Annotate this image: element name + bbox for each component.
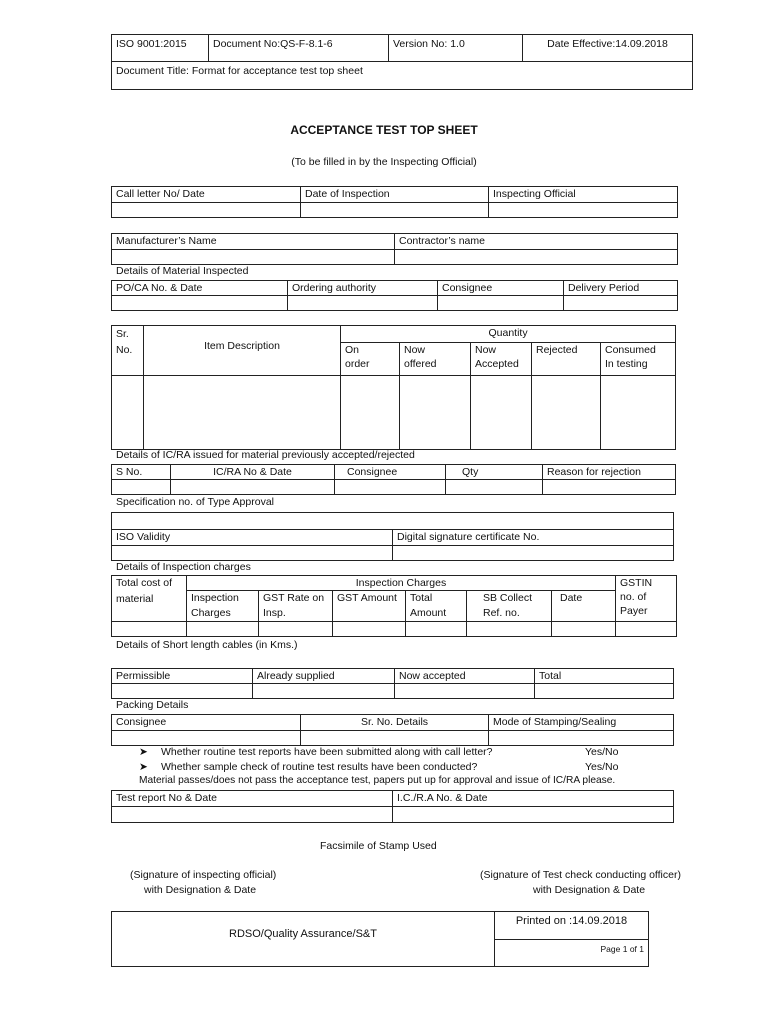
signature-test-designation: with Designation & Date <box>533 884 646 896</box>
now-offered-line2: offered <box>404 358 437 370</box>
short-length-label: Details of Short length cables (in Kms.) <box>116 639 298 651</box>
gstin-header <box>616 576 677 622</box>
total-cost-line1: Total cost of <box>116 577 173 589</box>
on-order-field[interactable] <box>341 376 400 450</box>
test-report-field[interactable] <box>112 807 393 823</box>
pass-statement: Material passes/does not pass the acceptance test, papers put up for approval and issue of IC/RA please. <box>139 775 616 786</box>
total-amount-line1: Total <box>410 592 433 604</box>
now-accepted-cable-field[interactable] <box>395 684 535 699</box>
document-number: Document No:QS-F-8.1-6 <box>209 35 389 62</box>
consumed-line2: In testing <box>605 358 648 370</box>
sb-collect-line2: Ref. no. <box>483 607 520 619</box>
total-amount-line2: Amount <box>410 607 447 619</box>
permissible-header: Permissible <box>112 669 253 684</box>
now-offered-field[interactable] <box>400 376 471 450</box>
icra-qty-field[interactable] <box>446 480 543 495</box>
packing-table <box>111 714 674 746</box>
total-amount-field[interactable] <box>406 622 467 637</box>
arrow-bullet-icon: ➤ <box>139 761 148 773</box>
consumed-header <box>601 343 676 376</box>
document-header-table <box>111 34 693 90</box>
iso-validity-field[interactable] <box>112 546 393 561</box>
insp-charges-header <box>187 591 259 622</box>
rejected-header: Rejected <box>532 343 601 376</box>
date-header: Date <box>552 591 616 622</box>
iso-standard: ISO 9001:2015 <box>112 35 209 62</box>
gstin-line2: no. of <box>620 591 647 603</box>
consumed-field[interactable] <box>601 376 676 450</box>
stamping-mode-header: Mode of Stamping/Sealing <box>489 715 674 731</box>
serial-details-header: Sr. No. Details <box>301 715 489 731</box>
digital-signature-header: Digital signature certificate No. <box>393 530 674 546</box>
specification-table <box>111 512 674 561</box>
item-description-field[interactable] <box>144 376 341 450</box>
test-report-header: Test report No & Date <box>112 791 393 807</box>
routine-test-answer[interactable]: Yes/No <box>585 746 619 758</box>
consumed-line1: Consumed <box>605 344 656 356</box>
document-title: Document Title: Format for acceptance test top sheet <box>112 62 693 90</box>
total-cost-line2: material <box>116 593 154 605</box>
serial-header-line1: Sr. <box>116 328 129 340</box>
now-accepted-cable-header: Now accepted <box>395 669 535 684</box>
icra-number-header: IC/RA No & Date <box>171 465 335 480</box>
printed-date: Printed on :14.09.2018 <box>495 912 649 940</box>
now-offered-line1: Now <box>404 344 426 356</box>
delivery-period-header: Delivery Period <box>564 281 678 296</box>
consignee-header: Consignee <box>438 281 564 296</box>
packing-consignee-header: Consignee <box>112 715 301 731</box>
call-letter-field[interactable] <box>112 203 301 218</box>
routine-test-text: Whether routine test reports have been submitted along with call letter? <box>161 746 493 758</box>
gstin-line1: GSTIN <box>620 577 653 589</box>
total-amount-header <box>406 591 467 622</box>
organization-name: RDSO/Quality Assurance/S&T <box>112 912 495 967</box>
sb-collect-header <box>467 591 552 622</box>
gst-rate-header <box>259 591 333 622</box>
item-description-header: Item Description <box>144 326 341 376</box>
total-cost-field[interactable] <box>112 622 187 637</box>
short-length-table <box>111 668 674 699</box>
serial-header-line2: No. <box>116 344 133 356</box>
manufacturer-name-field[interactable] <box>112 250 395 265</box>
insp-charges-field[interactable] <box>187 622 259 637</box>
date-of-inspection-header: Date of Inspection <box>301 187 489 203</box>
now-accepted-line2: Accepted <box>475 358 519 370</box>
date-field[interactable] <box>552 622 616 637</box>
ordering-authority-field[interactable] <box>288 296 438 311</box>
insp-charges-line1: Inspection <box>191 592 239 604</box>
icra-label: Details of IC/RA issued for material previously accepted/rejected <box>116 449 415 461</box>
gst-rate-line2: Insp. <box>263 607 286 619</box>
inspecting-official-header: Inspecting Official <box>489 187 678 203</box>
sb-collect-line1: SB Collect <box>483 592 533 604</box>
po-number-field[interactable] <box>112 296 288 311</box>
gstin-line3: Payer <box>620 605 648 617</box>
delivery-period-field[interactable] <box>564 296 678 311</box>
on-order-header <box>341 343 400 376</box>
serial-details-field[interactable] <box>301 731 489 746</box>
rejection-reason-field[interactable] <box>543 480 676 495</box>
manufacturer-name-header: Manufacturer’s Name <box>112 234 395 250</box>
quantity-header: Quantity <box>341 326 676 343</box>
insp-charges-line2: Charges <box>191 607 231 619</box>
call-letter-header: Call letter No/ Date <box>112 187 301 203</box>
icra-serial-field[interactable] <box>112 480 171 495</box>
total-cost-header <box>112 576 187 622</box>
gst-rate-line1: GST Rate on <box>263 592 325 604</box>
page-subtitle: (To be filled in by the Inspecting Official) <box>291 156 477 168</box>
signature-inspecting-official: (Signature of inspecting official) <box>130 869 277 881</box>
iso-validity-header: ISO Validity <box>112 530 393 546</box>
sb-collect-field[interactable] <box>467 622 552 637</box>
routine-test-question <box>139 746 493 758</box>
facsimile-label: Facsimile of Stamp Used <box>320 840 437 852</box>
icra-number-date-header: I.C./R.A No. & Date <box>393 791 674 807</box>
call-letter-table <box>111 186 678 218</box>
purchase-order-table <box>111 280 678 311</box>
rejected-field[interactable] <box>532 376 601 450</box>
manufacturer-table <box>111 233 678 265</box>
now-accepted-field[interactable] <box>471 376 532 450</box>
on-order-line2: order <box>345 358 370 370</box>
packing-details-label: Packing Details <box>116 699 189 711</box>
icra-number-field[interactable] <box>171 480 335 495</box>
version-number: Version No: 1.0 <box>389 35 523 62</box>
sample-check-question <box>139 761 477 773</box>
on-order-line1: On <box>345 344 360 356</box>
inspecting-official-field[interactable] <box>489 203 678 218</box>
test-report-table <box>111 790 674 823</box>
icra-qty-header: Qty <box>446 465 543 480</box>
now-offered-header <box>400 343 471 376</box>
total-cable-header: Total <box>535 669 674 684</box>
inspection-charges-label: Details of Inspection charges <box>116 561 251 573</box>
now-accepted-line1: Now <box>475 344 497 356</box>
icra-consignee-field[interactable] <box>335 480 446 495</box>
page-number: Page 1 of 1 <box>495 940 649 967</box>
icra-serial-header: S No. <box>112 465 171 480</box>
inspection-charges-group-header: Inspection Charges <box>187 576 616 591</box>
icra-number-date-field[interactable] <box>393 807 674 823</box>
now-accepted-header <box>471 343 532 376</box>
signature-test-officer: (Signature of Test check conducting officer) <box>480 869 681 881</box>
stamping-mode-field[interactable] <box>489 731 674 746</box>
contractor-name-field[interactable] <box>395 250 678 265</box>
gst-amount-header: GST Amount <box>333 591 406 622</box>
packing-consignee-field[interactable] <box>112 731 301 746</box>
po-number-header: PO/CA No. & Date <box>112 281 288 296</box>
gstin-field[interactable] <box>616 622 677 637</box>
permissible-field[interactable] <box>112 684 253 699</box>
consignee-field[interactable] <box>438 296 564 311</box>
sample-check-answer[interactable]: Yes/No <box>585 761 619 773</box>
serial-number-header <box>112 326 144 376</box>
date-effective: Date Effective:14.09.2018 <box>523 35 693 62</box>
page-title: ACCEPTANCE TEST TOP SHEET <box>290 123 478 137</box>
icra-consignee-header: Consignee <box>335 465 446 480</box>
ordering-authority-header: Ordering authority <box>288 281 438 296</box>
gst-rate-field[interactable] <box>259 622 333 637</box>
specification-label: Specification no. of Type Approval <box>116 496 274 508</box>
footer-table <box>111 911 649 967</box>
arrow-bullet-icon: ➤ <box>139 746 148 758</box>
digital-signature-field[interactable] <box>393 546 674 561</box>
inspection-charges-table <box>111 575 677 637</box>
already-supplied-field[interactable] <box>253 684 395 699</box>
date-of-inspection-field[interactable] <box>301 203 489 218</box>
serial-number-field[interactable] <box>112 376 144 450</box>
material-inspected-label: Details of Material Inspected <box>116 265 249 277</box>
icra-table <box>111 464 676 495</box>
contractor-name-header: Contractor’s name <box>395 234 678 250</box>
already-supplied-header: Already supplied <box>253 669 395 684</box>
specification-field[interactable] <box>112 513 674 530</box>
signature-inspecting-designation: with Designation & Date <box>144 884 257 896</box>
gst-amount-field[interactable] <box>333 622 406 637</box>
total-cable-field[interactable] <box>535 684 674 699</box>
quantity-table <box>111 325 676 450</box>
sample-check-text: Whether sample check of routine test results have been conducted? <box>161 761 478 773</box>
rejection-reason-header: Reason for rejection <box>543 465 676 480</box>
